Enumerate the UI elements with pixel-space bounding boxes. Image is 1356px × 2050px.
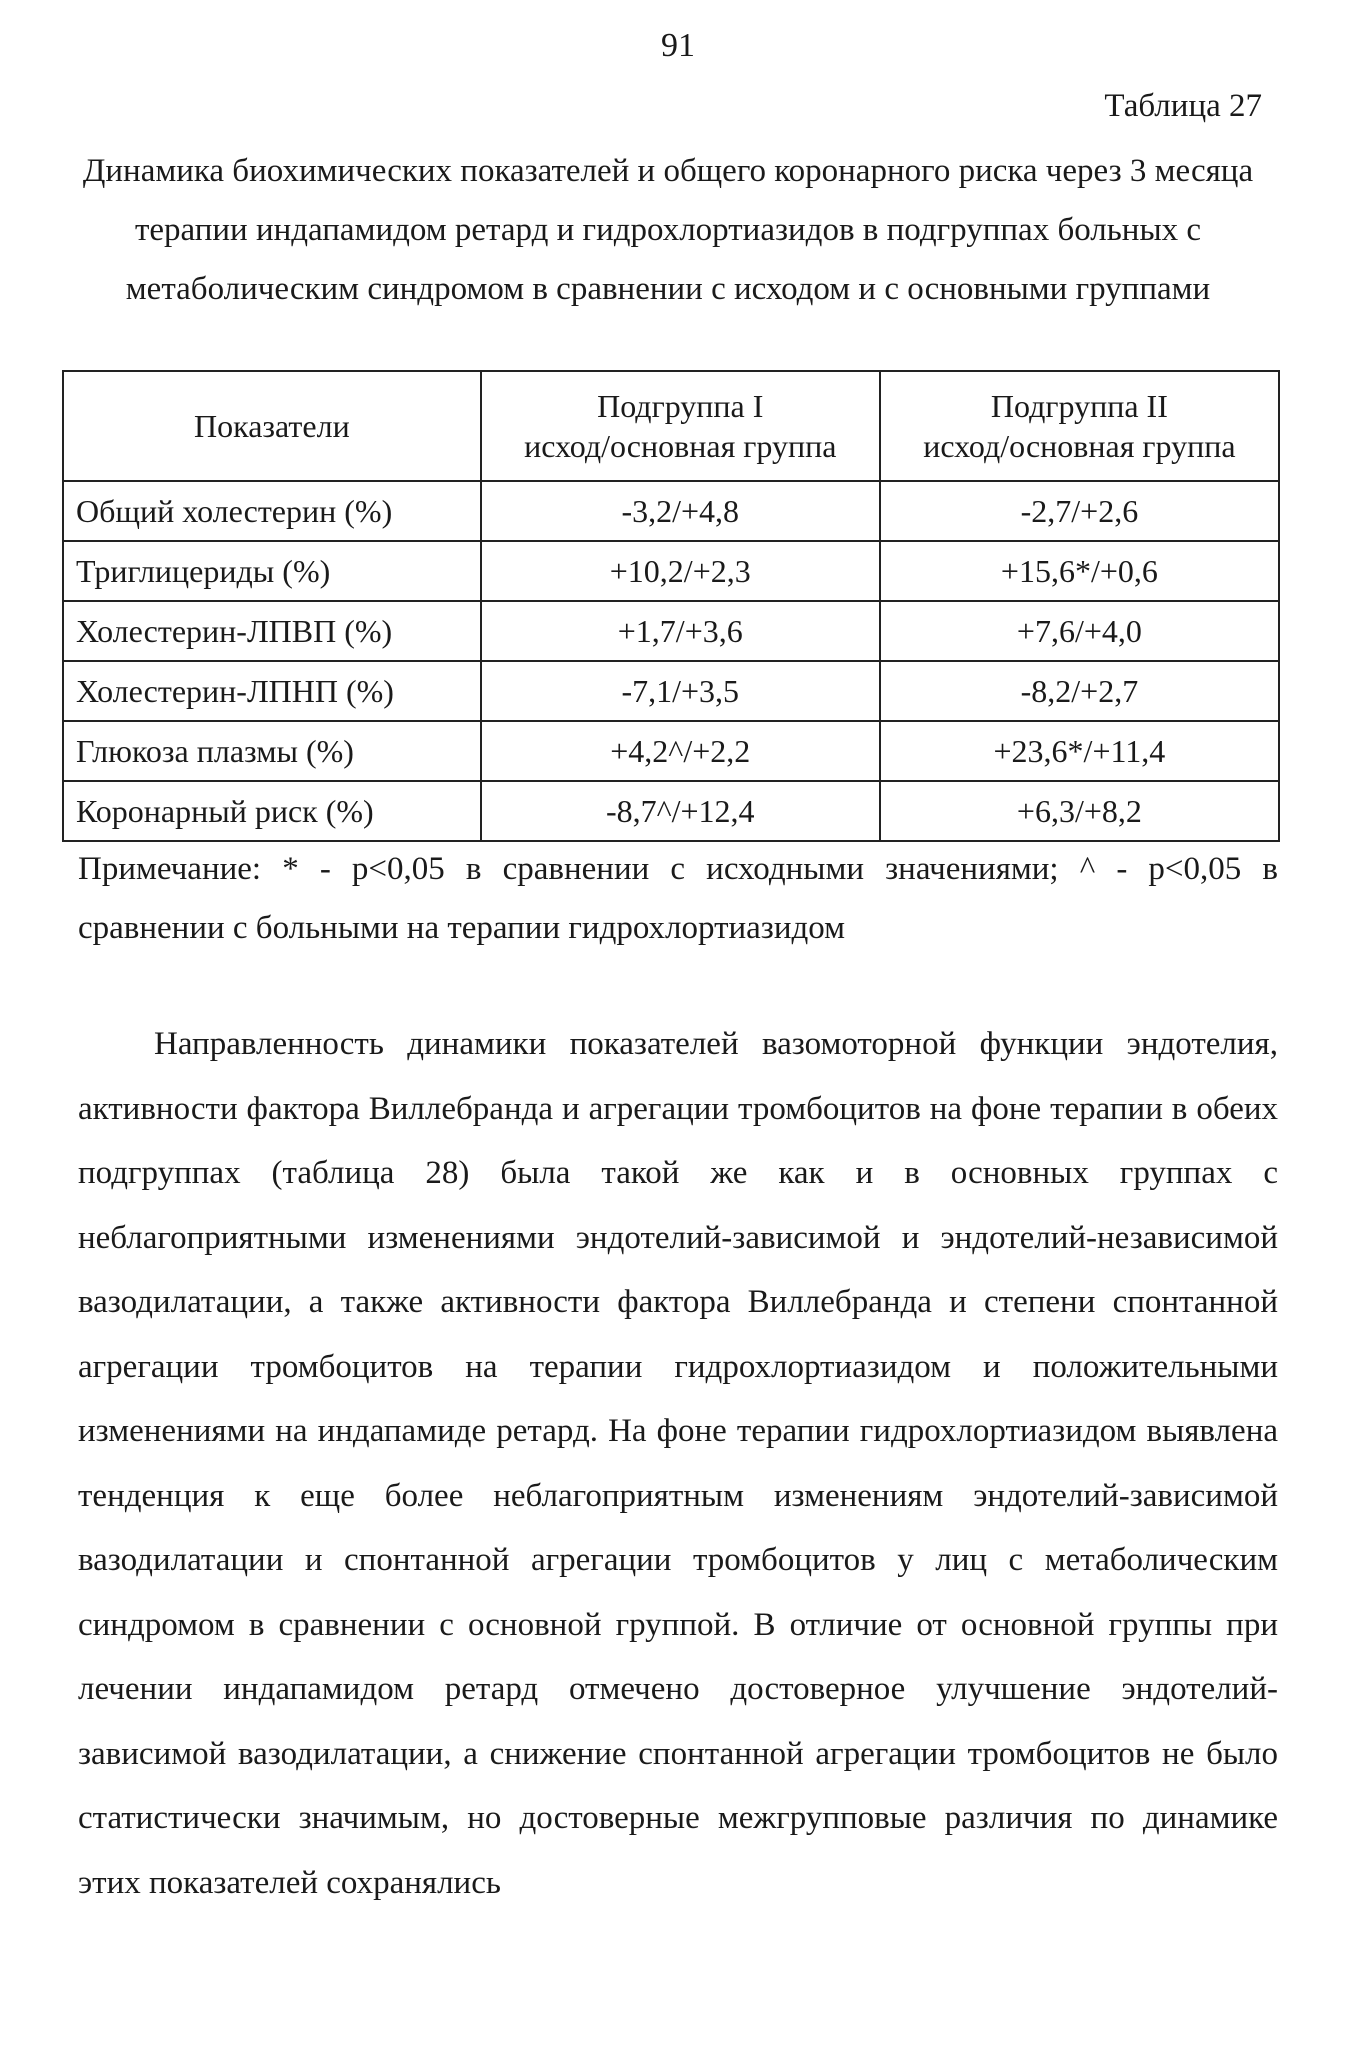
header-subgroup-2-subtitle: исход/основная группа: [923, 428, 1236, 464]
cell-subgroup-1: +4,2^/+2,2: [481, 721, 880, 781]
table-row: [63, 781, 1279, 841]
cell-subgroup-2: +7,6/+4,0: [880, 601, 1279, 661]
cell-subgroup-2: -8,2/+2,7: [880, 661, 1279, 721]
table-note: Примечание: * - р<0,05 в сравнении с исходными значениями; ^ - р<0,05 в сравнении с больными на терапии гидрохлортиазидом: [78, 851, 1278, 946]
cell-subgroup-1: -7,1/+3,5: [481, 661, 880, 721]
row-label: Холестерин-ЛПНП (%): [63, 661, 481, 721]
table-header-row: [63, 371, 1279, 481]
cell-subgroup-1: -3,2/+4,8: [481, 481, 880, 541]
header-subgroup-2-title: Подгруппа II: [990, 388, 1168, 424]
table-row: [63, 541, 1279, 601]
header-indicators: Показатели: [63, 371, 481, 481]
header-subgroup-2: [880, 371, 1279, 481]
header-subgroup-1-subtitle: исход/основная группа: [524, 428, 837, 464]
table-caption: Динамика биохимических показателей и общего коронарного риска через 3 месяца терапии индапамидом ретард и гидрохлортиазидов в подгруппах больных с метаболическим синдромом в сравнении с исходом и с основными группами: [82, 153, 1254, 307]
body-paragraph: Направленность динамики показателей вазомоторной функции эндотелия, активности фактора Виллебранда и агрегации тромбоцитов на фоне терапии в обеих подгруппах (таблица 28) была такой же как и в основных группах с неблагоприятными изменениями эндотелий-зависимой и эндотелий-независимой вазодилатации, а также активности фактора Виллебранда и степени спонтанной агрегации тромбоцитов на терапии гидрохлортиазидом и положительными изменениями на индапамиде ретард. На фоне терапии гидрохлортиазидом выявлена тенденция к еще более неблагоприятным изменениям эндотелий-зависимой вазодилатации и спонтанной агрегации тромбоцитов у лиц с метаболическим синдромом в сравнении с основной группой. В отличие от основной группы при лечении индапамидом ретард отмечено достоверное улучшение эндотелий-зависимой вазодилатации, а снижение спонтанной агрегации тромбоцитов не было статистически значимым, но достоверные межгрупповые различия по динамике этих показателей сохранялись: [78, 1026, 1278, 1901]
table-row: [63, 661, 1279, 721]
row-label: Триглицериды (%): [63, 541, 481, 601]
table-row: [63, 721, 1279, 781]
results-table: [62, 370, 1280, 842]
row-label: Общий холестерин (%): [63, 481, 481, 541]
table-label: Таблица 27: [1104, 88, 1262, 124]
cell-subgroup-1: +10,2/+2,3: [481, 541, 880, 601]
cell-subgroup-1: -8,7^/+12,4: [481, 781, 880, 841]
table-row: [63, 601, 1279, 661]
header-subgroup-1-title: Подгруппа I: [597, 388, 764, 424]
table-row: [63, 481, 1279, 541]
row-label: Глюкоза плазмы (%): [63, 721, 481, 781]
cell-subgroup-2: -2,7/+2,6: [880, 481, 1279, 541]
row-label: Холестерин-ЛПВП (%): [63, 601, 481, 661]
header-subgroup-1: [481, 371, 880, 481]
cell-subgroup-2: +6,3/+8,2: [880, 781, 1279, 841]
cell-subgroup-2: +23,6*/+11,4: [880, 721, 1279, 781]
row-label: Коронарный риск (%): [63, 781, 481, 841]
page-number: 91: [661, 27, 695, 64]
cell-subgroup-2: +15,6*/+0,6: [880, 541, 1279, 601]
cell-subgroup-1: +1,7/+3,6: [481, 601, 880, 661]
